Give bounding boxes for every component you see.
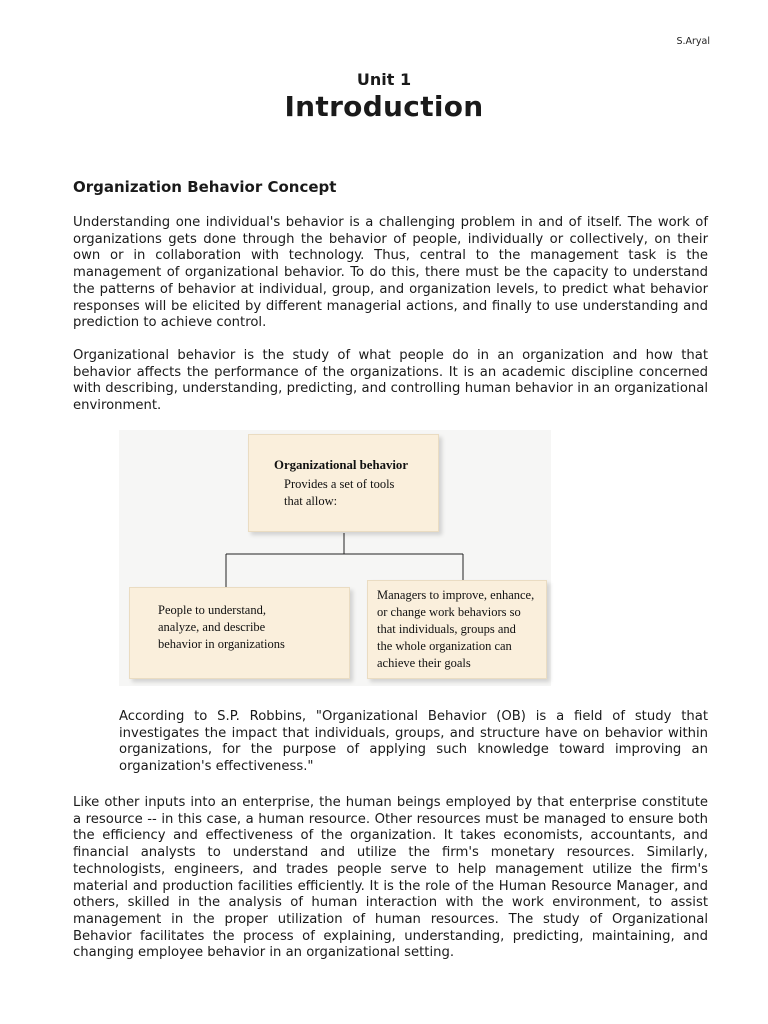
paragraph-definition: Organizational behavior is the study of what people do in an organization and how that behavior affects the performance of the organizations. It is an academic discipline concerned with describing, understanding, predicting, and controlling human behavior in an organizational environment. xyxy=(73,348,708,414)
diagram-box-managers-line: achieve their goals xyxy=(377,656,471,670)
paragraph-understanding: Understanding one individual's behavior is a challenging problem in and of itself. The work of organizations gets done through the behavior of people, individually or collectively, on their own or in collaboration with technology. Thus, central to the management task is the management of organizational behavior. To do this, there must be the capacity to understand the patterns of behavior at individual, group, and organization levels, to predict what behavior responses will be elicited by different managerial actions, and finally to use understanding and prediction to achieve control. xyxy=(73,215,708,331)
diagram-box-managers-line: that individuals, groups and xyxy=(377,622,516,636)
diagram-box-ob-title: Organizational behavior xyxy=(274,458,409,472)
diagram-box-ob-line: Provides a set of tools xyxy=(284,477,395,491)
diagram-box-people-line: People to understand, xyxy=(158,603,266,617)
diagram-box-managers-line: the whole organization can xyxy=(377,639,512,653)
diagram-box-people-line: analyze, and describe xyxy=(158,620,266,634)
ob-diagram xyxy=(119,430,551,686)
unit-label: Unit 1 xyxy=(356,70,412,89)
diagram-box-managers-line: Managers to improve, enhance, xyxy=(377,588,535,602)
page-title: Introduction xyxy=(284,90,484,123)
author-label: S.Aryal xyxy=(676,36,710,47)
diagram-box-ob-line: that allow: xyxy=(284,494,338,508)
diagram-box-ob xyxy=(248,434,439,532)
diagram-box-managers xyxy=(367,580,547,679)
paragraph-human-resource: Like other inputs into an enterprise, the human beings employed by that enterprise constitute a resource -- in this case, a human resource. Other resources must be managed to ensure both the efficiency and effectiveness of the organization. It takes economists, accountants, and financial analysts to understand and utilize the firm's monetary resources. Similarly, technologists, engineers, and trades people serve to help management utilize the firm's material and production facilities efficiently. It is the role of the Human Resource Manager, and others, skilled in the analysis of human interaction with the work environment, to assist management in the proper utilization of human resources. The study of Organizational Behavior facilitates the process of explaining, understanding, predicting, maintaining, and changing employee behavior in an organizational setting. xyxy=(73,795,708,961)
robbins-quote: According to S.P. Robbins, "Organizational Behavior (OB) is a field of study that investigates the impact that individuals, groups, and structure have on behavior within organizations, for the purpose of applying such knowledge toward improving an organization's effectiveness." xyxy=(119,709,708,775)
diagram-box-people xyxy=(129,587,350,679)
diagram-box-managers-line: or change work behaviors so xyxy=(377,605,521,619)
section-heading: Organization Behavior Concept xyxy=(73,178,337,196)
diagram-box-people-line: behavior in organizations xyxy=(158,637,285,651)
